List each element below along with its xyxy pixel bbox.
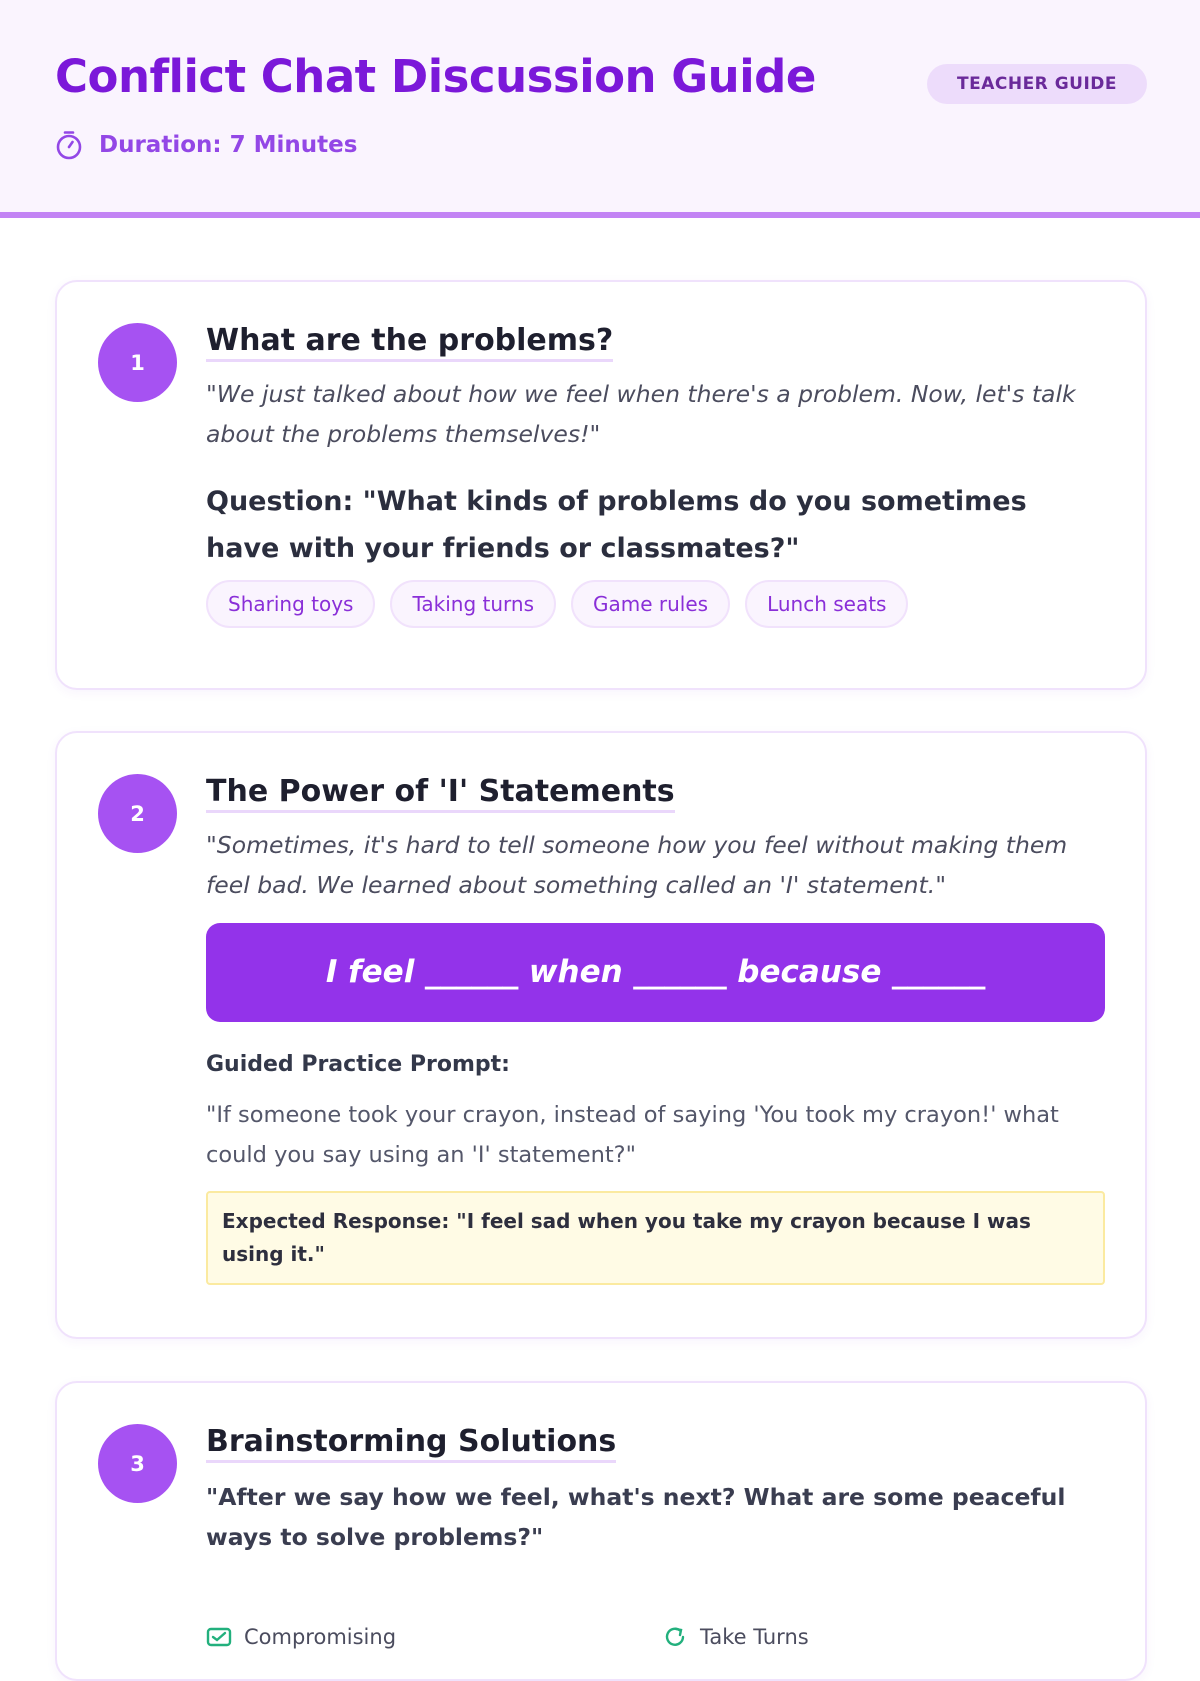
stopwatch-icon xyxy=(55,130,83,160)
guided-practice-label: Guided Practice Prompt: xyxy=(206,1051,510,1077)
rotate-arrows-icon xyxy=(662,1625,688,1649)
discussion-question: Question: "What kinds of problems do you sometimes have with your friends or classmates?" xyxy=(206,485,1027,564)
duration-info xyxy=(55,130,357,160)
problem-tags xyxy=(206,580,1105,628)
step-number: 2 xyxy=(98,774,177,853)
section-title: The Power of 'I' Statements xyxy=(206,775,675,813)
tag-taking-turns: Taking turns xyxy=(390,580,556,628)
tag-lunch-seats: Lunch seats xyxy=(745,580,908,628)
handshake-icon xyxy=(206,1625,232,1649)
page-title: Conflict Chat Discussion Guide xyxy=(55,50,816,103)
section-card-3 xyxy=(55,1381,1147,1681)
solution-label: Take Turns xyxy=(700,1625,809,1649)
page-header xyxy=(0,0,1200,218)
guided-practice-prompt: "If someone took your crayon, instead of saying 'You took my crayon!' what could you say using an 'I' statement?" xyxy=(206,1101,1059,1168)
section-title: What are the problems? xyxy=(206,324,613,362)
tag-sharing-toys: Sharing toys xyxy=(206,580,375,628)
expected-response: Expected Response: "I feel sad when you take my crayon because I was using it." xyxy=(206,1191,1105,1285)
duration-text: Duration: 7 Minutes xyxy=(99,132,358,158)
section-card-1 xyxy=(55,280,1147,690)
solution-label: Compromising xyxy=(244,1625,397,1649)
teacher-quote: "Sometimes, it's hard to tell someone how you feel without making them feel bad. We learned about something called an 'I' statement." xyxy=(206,830,1068,899)
step-number: 3 xyxy=(98,1424,177,1503)
tag-game-rules: Game rules xyxy=(571,580,730,628)
section-title: Brainstorming Solutions xyxy=(206,1425,616,1463)
solution-take-turns xyxy=(662,1625,809,1649)
i-statement-formula: I feel ______ when ______ because ______ xyxy=(206,923,1105,1022)
section-card-2 xyxy=(55,731,1147,1339)
teacher-quote: "After we say how we feel, what's next? What are some peaceful ways to solve problems?" xyxy=(206,1482,1066,1551)
teacher-quote: "We just talked about how we feel when there's a problem. Now, let's talk about the problems themselves!" xyxy=(206,379,1076,448)
step-number: 1 xyxy=(98,323,177,402)
teacher-guide-badge: TEACHER GUIDE xyxy=(927,64,1147,104)
solution-compromising xyxy=(206,1625,396,1649)
solutions-list xyxy=(206,1625,1105,1665)
